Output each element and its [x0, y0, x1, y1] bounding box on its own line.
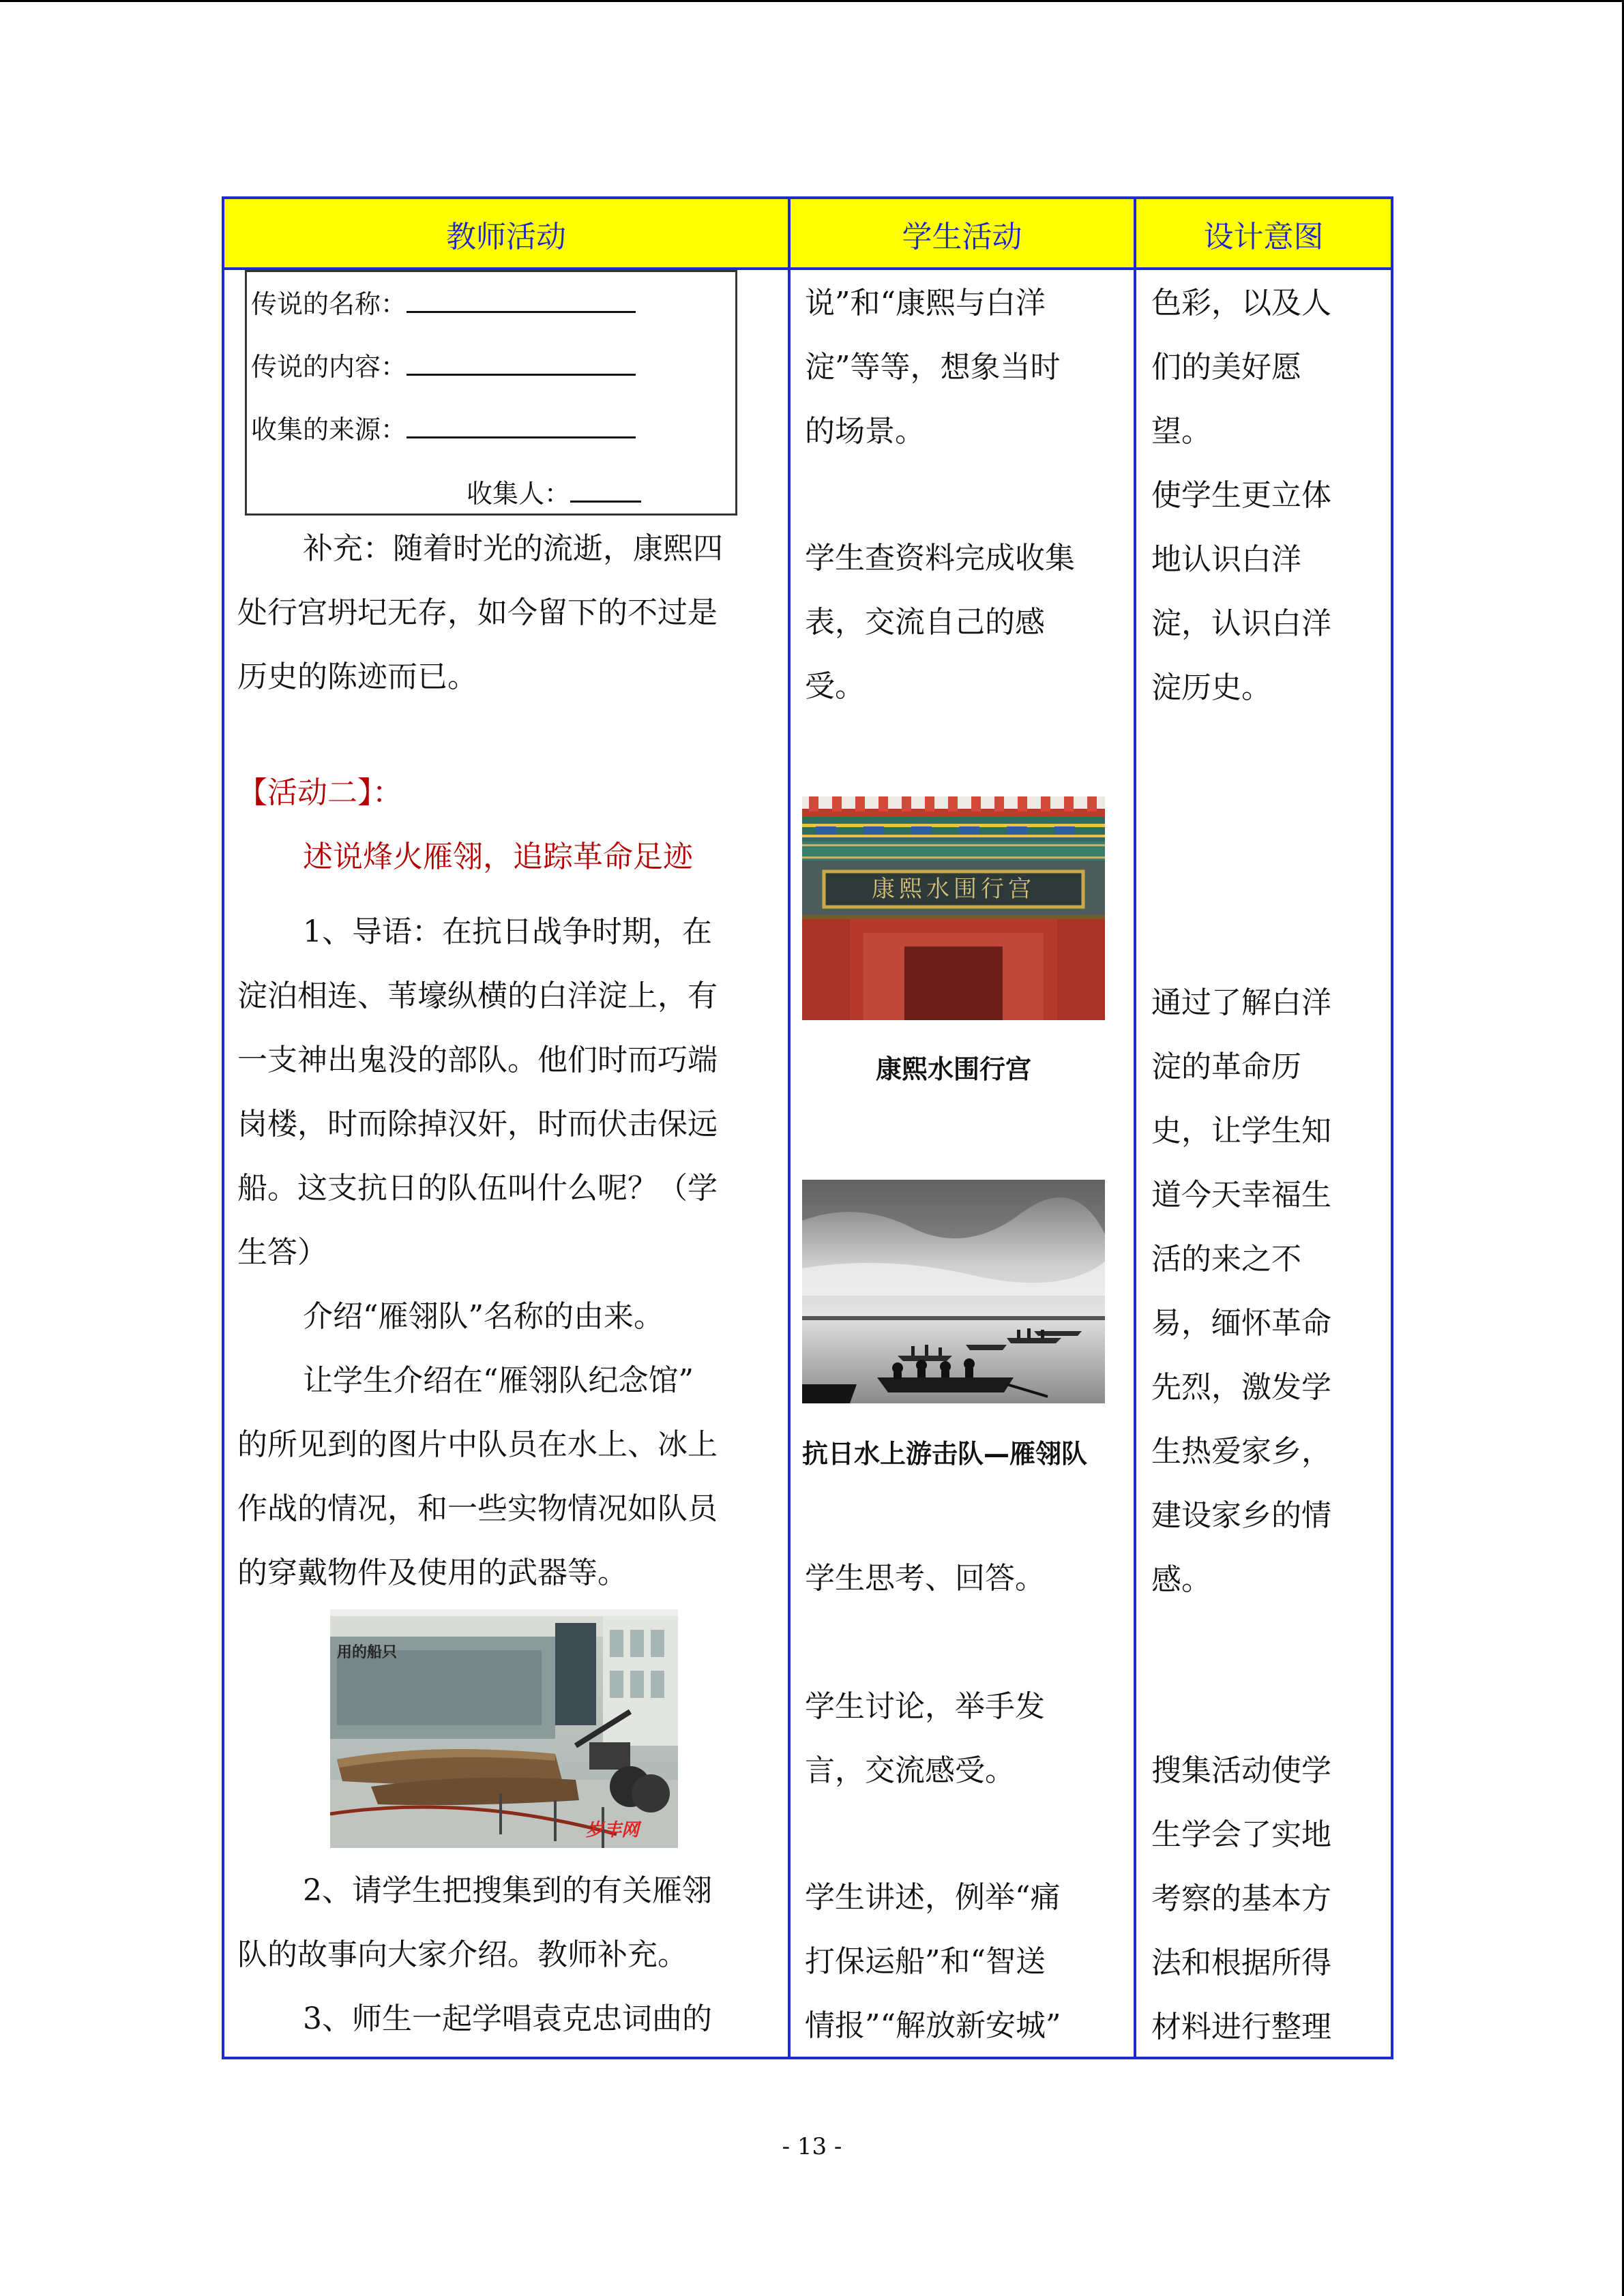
activity-two-heading: 【活动二】： — [237, 775, 402, 810]
form-name-blank[interactable] — [407, 290, 636, 313]
student-line: 学生讲述，例举“痛 — [805, 1880, 1061, 1915]
teacher-line: 3、师生一起学唱袁克忠词曲的 — [303, 2001, 712, 2036]
intent-line: 淀历史。 — [1151, 670, 1271, 705]
form-collector-label: 收集人： — [467, 479, 571, 509]
intent-line: 材料进行整理 — [1151, 2010, 1331, 2044]
form-source-label: 收集的来源： — [251, 415, 407, 445]
form-row-name — [251, 273, 636, 336]
teacher-line: 介绍“雁翎队”名称的由来。 — [303, 1299, 664, 1334]
intent-line: 生学会了实地 — [1151, 1817, 1331, 1852]
teacher-line: 一支神出鬼没的部队。他们时而巧端 — [237, 1043, 718, 1077]
teacher-line: 船。这支抗日的队伍叫什么呢？（学 — [237, 1171, 718, 1206]
intent-line: 们的美好愿 — [1151, 350, 1301, 385]
intent-line: 望。 — [1151, 414, 1211, 449]
header-design-intent: 设计意图 — [1203, 219, 1324, 254]
student-line: 情报”“解放新安城” — [805, 2008, 1061, 2043]
teacher-line: 处行宫坍圮无存，如今留下的不过是 — [237, 595, 718, 630]
guerrilla-caption: 抗日水上游击队—雁翎队 — [802, 1439, 1088, 1469]
student-line: 言，交流感受。 — [805, 1753, 1015, 1788]
palace-illustration — [802, 796, 1105, 1020]
student-line: 打保运船”和“智送 — [805, 1944, 1046, 1979]
intent-line: 考察的基本方 — [1151, 1881, 1331, 1916]
column-divider-2 — [1134, 196, 1136, 2059]
intent-line: 易，缅怀革命 — [1151, 1306, 1331, 1341]
table-border-right — [1391, 196, 1393, 2059]
museum-sign-text: 用的船只 — [337, 1644, 398, 1661]
palace-photo — [802, 796, 1105, 1020]
intent-line: 地认识白洋 — [1151, 542, 1301, 577]
guerrilla-boats-illustration — [802, 1180, 1105, 1403]
intent-line: 色彩，以及人 — [1151, 286, 1331, 320]
student-line: 表，交流自己的感 — [805, 605, 1045, 640]
header-teacher-activity: 教师活动 — [446, 219, 566, 254]
palace-caption: 康熙水围行宫 — [875, 1054, 1031, 1084]
palace-plaque-text: 康熙水围行宫 — [872, 876, 1035, 903]
teacher-line: 让学生介绍在“雁翎队纪念馆” — [303, 1363, 694, 1398]
teacher-line: 2、请学生把搜集到的有关雁翎 — [303, 1873, 712, 1908]
teacher-line: 1、导语：在抗日战争时期，在 — [303, 914, 712, 949]
form-content-blank[interactable] — [407, 353, 636, 376]
intent-line: 建设家乡的情 — [1151, 1498, 1331, 1533]
student-line: 学生讨论，举手发 — [805, 1689, 1045, 1724]
form-row-content — [251, 336, 636, 398]
museum-watermark-text: 岁丰网 — [586, 1820, 640, 1840]
guerrilla-photo — [802, 1180, 1105, 1403]
museum-boats-photo — [330, 1609, 678, 1848]
teacher-line: 生答） — [237, 1235, 327, 1270]
teacher-line: 历史的陈迹而已。 — [237, 659, 477, 694]
form-content-label: 传说的内容： — [251, 352, 407, 382]
intent-line: 道今天幸福生 — [1151, 1178, 1331, 1212]
activity-two-subheading: 述说烽火雁翎，追踪革命足迹 — [303, 839, 693, 874]
intent-line: 通过了解白洋 — [1151, 985, 1331, 1020]
intent-line: 先烈，激发学 — [1151, 1370, 1331, 1405]
teacher-line: 的穿戴物件及使用的武器等。 — [237, 1555, 628, 1590]
intent-line: 使学生更立体 — [1151, 478, 1331, 513]
table-border-left — [222, 196, 224, 2059]
form-row-collector — [467, 462, 641, 525]
intent-line: 生热爱家乡， — [1151, 1434, 1331, 1469]
intent-line: 淀，认识白洋 — [1151, 606, 1331, 641]
museum-boats-illustration — [330, 1609, 678, 1848]
intent-line: 史，让学生知 — [1151, 1114, 1331, 1148]
student-line: 受。 — [805, 669, 865, 704]
page-number: - 13 - — [782, 2133, 842, 2160]
student-line: 学生思考、回答。 — [805, 1561, 1045, 1596]
teacher-line: 的所见到的图片中队员在水上、冰上 — [237, 1427, 718, 1462]
intent-line: 感。 — [1151, 1562, 1211, 1597]
student-line: 学生查资料完成收集 — [805, 541, 1075, 576]
form-source-blank[interactable] — [407, 416, 636, 438]
column-divider-1 — [788, 196, 791, 2059]
form-row-source — [251, 398, 636, 461]
teacher-line: 岗楼，时而除掉汉奸，时而伏击保远 — [237, 1107, 718, 1142]
intent-line: 活的来之不 — [1151, 1242, 1301, 1277]
student-line: 淀”等等，想象当时 — [805, 350, 1061, 385]
intent-line: 法和根据所得 — [1151, 1945, 1331, 1980]
student-line: 的场景。 — [805, 414, 925, 449]
teacher-line: 作战的情况，和一些实物情况如队员 — [237, 1491, 718, 1526]
header-student-activity: 学生活动 — [902, 219, 1022, 254]
teacher-line: 队的故事向大家介绍。教师补充。 — [237, 1937, 688, 1972]
student-line: 说”和“康熙与白洋 — [805, 286, 1046, 320]
intent-line: 搜集活动使学 — [1151, 1753, 1331, 1788]
form-name-label: 传说的名称： — [251, 289, 407, 319]
teacher-line: 补充：随着时光的流逝，康熙四 — [303, 531, 723, 566]
teacher-line: 淀泊相连、苇壕纵横的白洋淀上，有 — [237, 979, 718, 1013]
form-collector-blank[interactable] — [570, 480, 641, 503]
intent-line: 淀的革命历 — [1151, 1049, 1301, 1084]
